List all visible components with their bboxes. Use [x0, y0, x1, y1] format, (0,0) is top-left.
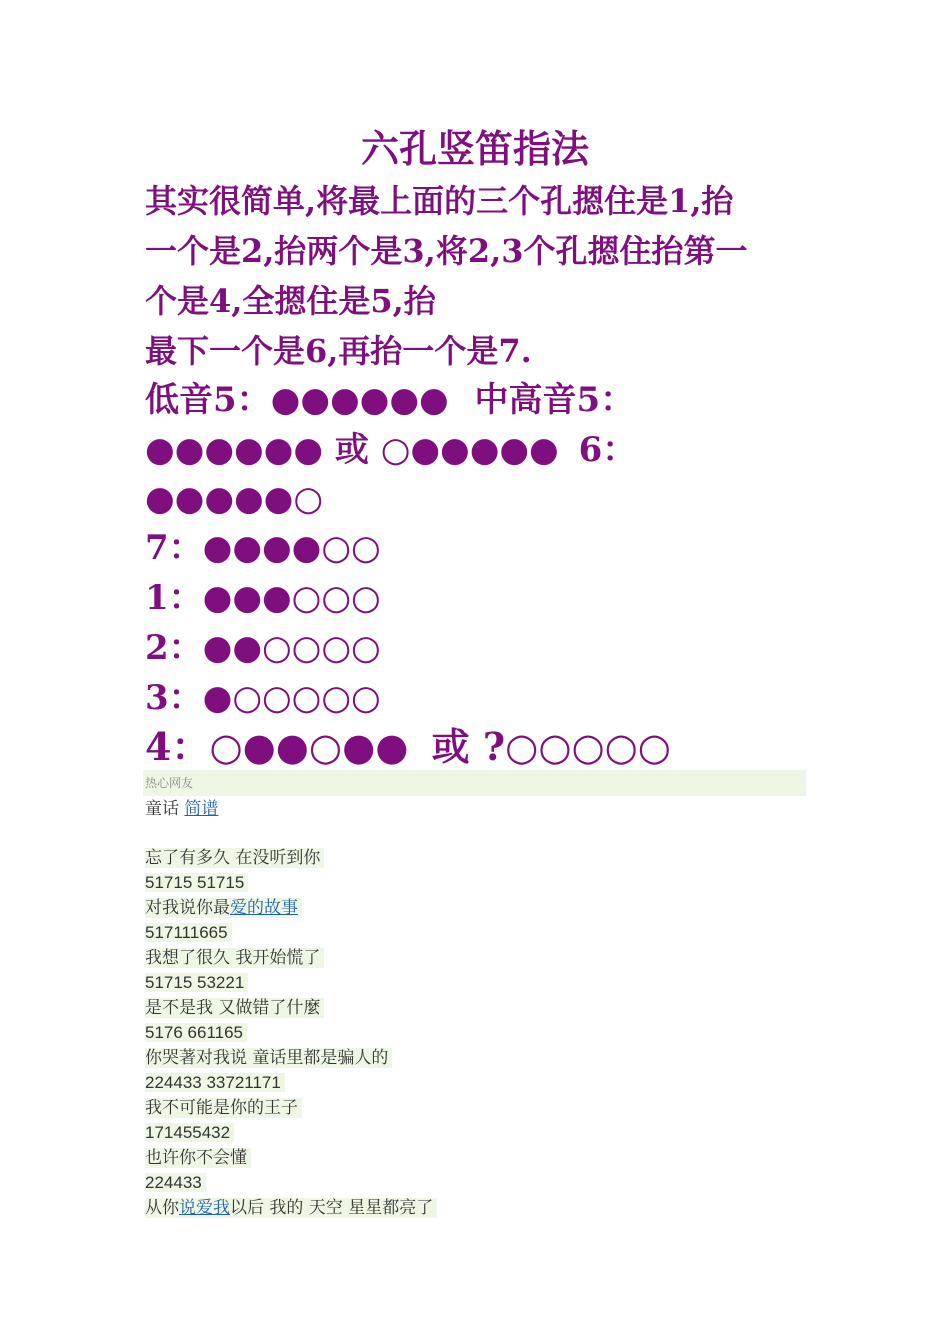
one-dots: ●●●○○○ — [202, 578, 381, 618]
lyric-line-2-text: 对我说你最 — [145, 898, 230, 918]
seven-label: 7： — [145, 528, 203, 568]
fingering-row-low5 — [145, 375, 634, 425]
fingering-row-2 — [145, 623, 381, 673]
two-dots: ●●○○○○ — [202, 628, 381, 668]
fingering-row-4 — [145, 722, 671, 772]
notation-line-1: 51715 51715 — [145, 873, 248, 892]
notation-line-6: 171455432 — [145, 1123, 234, 1142]
fingering-row-3 — [145, 673, 381, 723]
lyric-line-8-post: 以后 我的 天空 星星都亮了 — [230, 1198, 434, 1218]
intro-line-2: 一个是2,抬两个是3,将2,3个孔摁住抬第一 — [145, 232, 748, 270]
four-alt-dots: ?○○○○○ — [482, 724, 671, 769]
lyric-link-say-love-me[interactable]: 说爱我 — [179, 1198, 230, 1218]
three-dots: ●○○○○○ — [202, 678, 381, 718]
four-dots: ○●●○●● — [209, 724, 409, 769]
intro-line-3: 个是4,全摁住是5,抬 — [145, 282, 436, 320]
fingering-row-6 — [145, 474, 323, 524]
lyric-line-2 — [145, 898, 302, 918]
lyric-line-8 — [145, 1198, 437, 1218]
intro-line-1: 其实很简单,将最上面的三个孔摁住是1,抬 — [145, 182, 734, 220]
song-title-link[interactable]: 简谱 — [184, 799, 219, 819]
notation-line-7: 224433 — [145, 1173, 206, 1192]
mid5-label: 中高音5： — [474, 380, 635, 420]
four-or-label: 或 — [431, 724, 470, 769]
one-label: 1： — [145, 578, 203, 618]
fingering-row-mid5 — [145, 425, 636, 475]
four-label: 4： — [145, 724, 210, 769]
six-dots: ●●●●●○ — [145, 479, 324, 519]
page-title: 六孔竖笛指法 — [360, 126, 589, 171]
notation-line-5: 224433 33721171 — [145, 1073, 285, 1092]
mid5-dots-b: ○●●●●● — [380, 430, 559, 470]
note-bar — [143, 770, 806, 796]
notation-line-2: 517111665 — [145, 923, 232, 942]
lyric-line-7: 也许你不会懂 — [145, 1148, 251, 1168]
two-label: 2： — [145, 628, 203, 668]
three-label: 3： — [145, 678, 203, 718]
notation-line-3: 51715 53221 — [145, 973, 248, 992]
lyric-line-8-pre: 从你 — [145, 1198, 179, 1218]
song-title — [145, 797, 218, 821]
six-label: 6： — [578, 430, 637, 470]
fingering-row-1 — [145, 573, 381, 623]
low5-label: 低音5： — [145, 380, 271, 420]
seven-dots: ●●●●○○ — [202, 528, 381, 568]
lyric-link-love-story[interactable]: 爱的故事 — [230, 898, 298, 918]
note-author: 热心网友 — [145, 776, 194, 790]
mid5-dots-a: ●●●●●● — [145, 430, 324, 470]
song-title-text: 童话 — [145, 799, 179, 819]
low5-dots: ●●●●●● — [270, 380, 449, 420]
lyric-line-3: 我想了很久 我开始慌了 — [145, 948, 324, 968]
intro-line-4: 最下一个是6,再抬一个是7. — [145, 332, 532, 370]
or-label: 或 — [334, 430, 369, 470]
lyric-line-4: 是不是我 又做错了什麼 — [145, 998, 324, 1018]
lyric-line-5: 你哭著对我说 童话里都是骗人的 — [145, 1048, 392, 1068]
lyric-line-6: 我不可能是你的王子 — [145, 1098, 302, 1118]
lyric-line-1: 忘了有多久 在没听到你 — [145, 848, 324, 868]
notation-line-4: 5176 661165 — [145, 1023, 247, 1042]
fingering-row-7 — [145, 523, 381, 573]
